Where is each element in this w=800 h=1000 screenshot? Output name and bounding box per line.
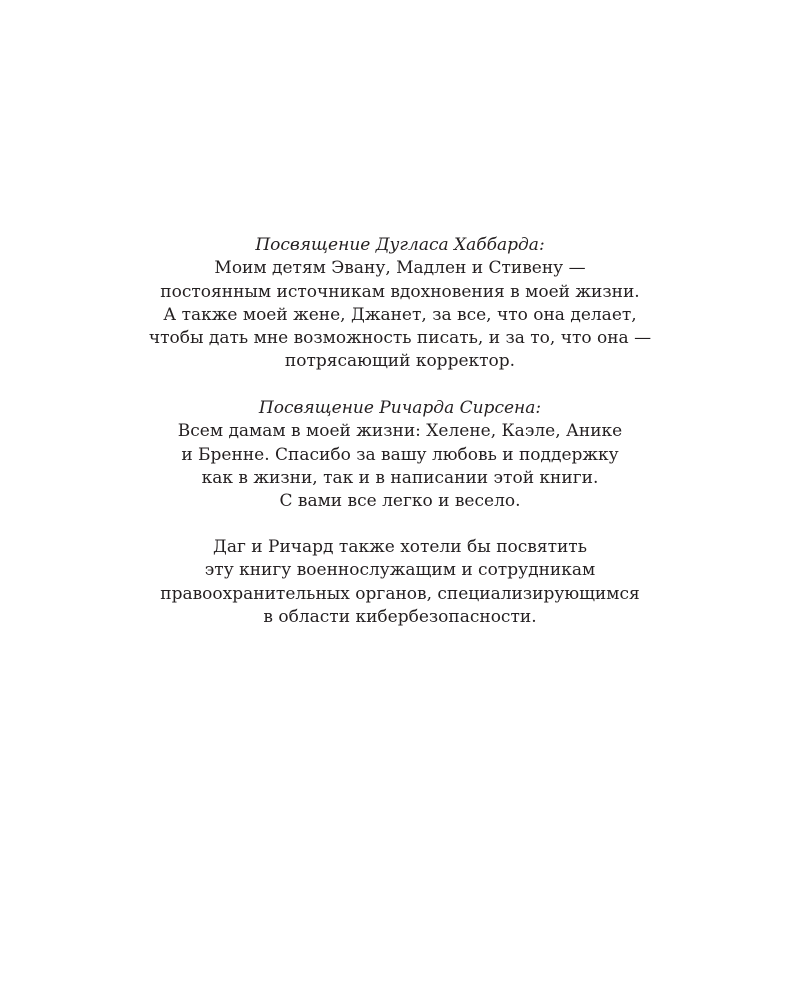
dedication-line: чтобы дать мне возможность писать, и за то, что она —	[148, 328, 652, 349]
dedication-joint	[0, 536, 800, 629]
dedication-seiersen	[0, 397, 800, 513]
dedication-line: потрясающий корректор.	[284, 351, 516, 372]
dedication-line: как в жизни, так и в написании этой книги.	[201, 467, 599, 488]
dedication-line: эту книгу военнослужащим и сотрудникам	[204, 560, 596, 581]
dedication-line: А также моей жене, Джанет, за все, что она делает,	[163, 304, 637, 325]
dedication-heading: Посвящение Дугласа Хаббарда:	[255, 235, 545, 255]
dedication-line: С вами все легко и весело.	[279, 491, 521, 512]
dedication-line: Моим детям Эвану, Мадлен и Стивену —	[214, 258, 586, 279]
dedication-hubbard	[0, 234, 800, 374]
dedication-line: в области кибербезопасности.	[263, 606, 537, 627]
dedication-line: Даг и Ричард также хотели бы посвятить	[213, 537, 587, 557]
dedication-line: правоохранительных органов, специализирующимся	[160, 583, 640, 604]
dedication-line: постоянным источникам вдохновения в моей жизни.	[160, 281, 640, 302]
dedication-heading: Посвящение Ричарда Сирсена:	[258, 398, 542, 418]
dedication-line: Всем дамам в моей жизни: Хелене, Каэле, Анике	[177, 421, 623, 442]
dedication-line: и Бренне. Спасибо за вашу любовь и поддержку	[181, 444, 619, 465]
